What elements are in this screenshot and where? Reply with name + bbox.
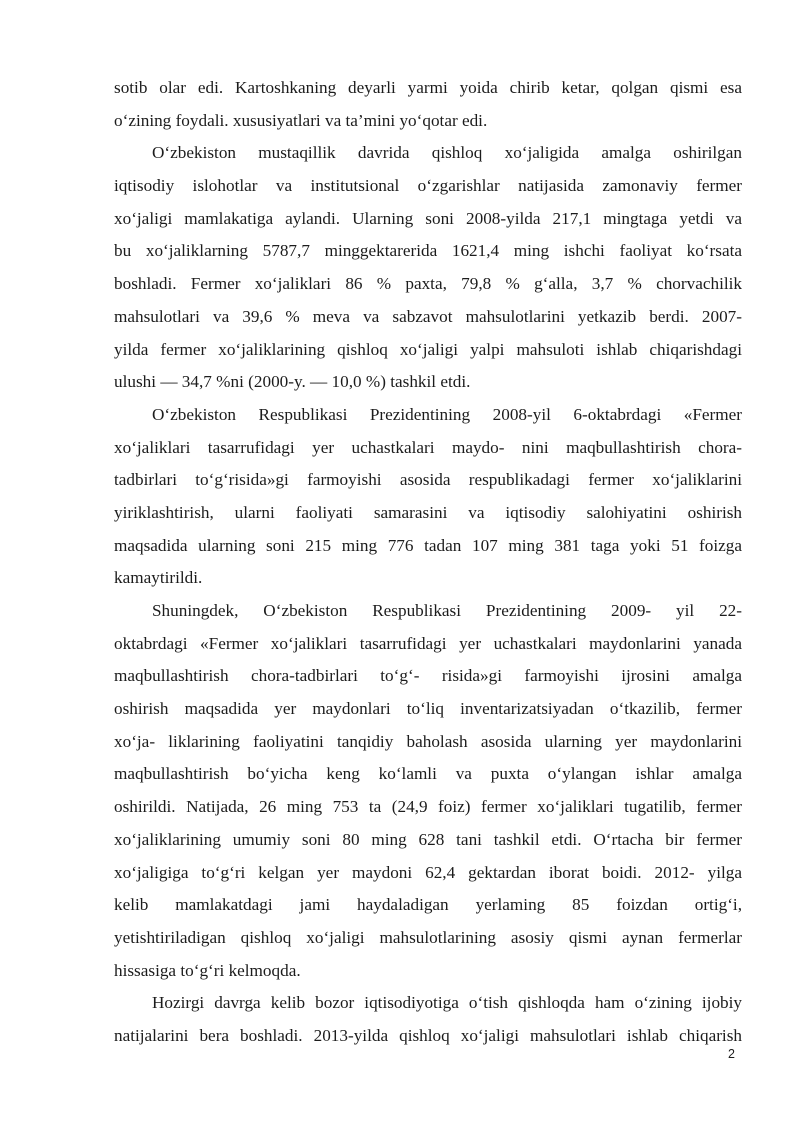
text-line: natijalarini bera boshladi. 2013-yilda qishloq xo‘jaligi mahsulotlari ishlab chiqarish [114, 1025, 742, 1045]
text-line: xo‘jaligiga to‘g‘ri kelgan yer maydoni 62,4 gektardan iborat boidi. 2012- yilga [114, 862, 742, 882]
text-line: kelib mamlakatdagi jami haydaladigan yerlaming 85 foizdan ortig‘i, [114, 895, 742, 915]
text-line: mahsulotlari va 39,6 % meva va sabzavot mahsulotlarini yetkazib berdi. 2007- [114, 306, 742, 326]
paragraph-continuation [114, 72, 742, 137]
text-line: hissasiga to‘g‘ri kelmoqda. [114, 960, 301, 980]
text-line: xo‘jaligi mamlakatiga aylandi. Ularning soni 2008-yilda 217,1 mingtaga yetdi va [114, 208, 742, 228]
page-number: 2 [728, 1047, 735, 1061]
text-line: maqsadida ularning soni 215 ming 776 tadan 107 ming 381 taga yoki 51 foizga [114, 535, 742, 555]
text-line: oshirildi. Natijada, 26 ming 753 ta (24,9 foiz) fermer xo‘jaliklari tugatilib, fermer [114, 797, 742, 817]
text-line: yetishtiriladigan qishloq xo‘jaligi mahsulotlarining asosiy qismi aynan fermerlar [114, 927, 742, 947]
text-line: oktabrdagi «Fermer xo‘jaliklari tasarrufidagi yer uchastkalari maydonlarini yanada [114, 633, 742, 653]
text-line: boshladi. Fermer xo‘jaliklari 86 % paxta, 79,8 % g‘alla, 3,7 % chorvachilik [114, 274, 742, 294]
paragraph-prezident-2008 [114, 399, 742, 595]
text-line: xo‘ja- liklarining faoliyatini tanqidiy baholash asosida ularning yer maydonlarini [114, 731, 742, 751]
text-line: O‘zbekiston Respublikasi Prezidentining 2008-yil 6-oktabrdagi «Fermer [152, 404, 742, 424]
text-line: kamaytirildi. [114, 568, 203, 588]
text-line: O‘zbekiston mustaqillik davrida qishloq xo‘jaligida amalga oshirilgan [152, 143, 742, 163]
text-line: yiriklashtirish, ularni faoliyati samarasini va iqtisodiy salohiyatini oshirish [114, 502, 742, 522]
text-line: oshirish maqsadida yer maydonlari to‘liq inventarizatsiyadan o‘tkazilib, fermer [114, 699, 742, 719]
paragraph-prezident-2009 [114, 595, 742, 987]
text-line: sotib olar edi. Kartoshkaning deyarli yarmi yoida chirib ketar, qolgan qismi esa [114, 78, 742, 97]
text-line: Shuningdek, O‘zbekiston Respublikasi Prezidentining 2009- yil 22- [152, 601, 742, 620]
text-line: iqtisodiy islohotlar va institutsional o‘zgarishlar natijasida zamonaviy fermer [114, 176, 742, 196]
text-line: xo‘jaliklari tasarrufidagi yer uchastkalari maydo- nini maqbullashtirish chora- [114, 437, 742, 457]
text-line: ulushi — 34,7 %ni (2000-y. — 10,0 %) tashkil etdi. [114, 372, 471, 392]
text-line: maqbullashtirish chora-tadbirlari to‘g‘- risida»gi farmoyishi ijrosini amalga [114, 666, 742, 686]
text-line: tadbirlari to‘g‘risida»gi farmoyishi asosida respublikadagi fermer xo‘jaliklarini [114, 470, 742, 490]
paragraph-fermer-xojaligi [114, 137, 742, 399]
text-line: xo‘jaliklarining umumiy soni 80 ming 628 tani tashkil etdi. O‘rtacha bir fermer [114, 829, 742, 849]
body-text [114, 72, 742, 1053]
paragraph-hozirgi-davr [114, 987, 742, 1052]
text-line: yilda fermer xo‘jaliklarining qishloq xo‘jaligi yalpi mahsuloti ishlab chiqarishdagi [114, 339, 742, 359]
text-line: bu xo‘jaliklarning 5787,7 minggektarerida 1621,4 ming ishchi faoliyat ko‘rsata [114, 241, 742, 261]
text-line: maqbullashtirish bo‘yicha keng ko‘lamli va puxta o‘ylangan ishlar amalga [114, 764, 742, 784]
text-line: Hozirgi davrga kelib bozor iqtisodiyotiga o‘tish qishloqda ham o‘zining ijobiy [152, 993, 742, 1013]
text-line: o‘zining foydali. xususiyatlari va ta’mini yo‘qotar edi. [114, 110, 488, 130]
